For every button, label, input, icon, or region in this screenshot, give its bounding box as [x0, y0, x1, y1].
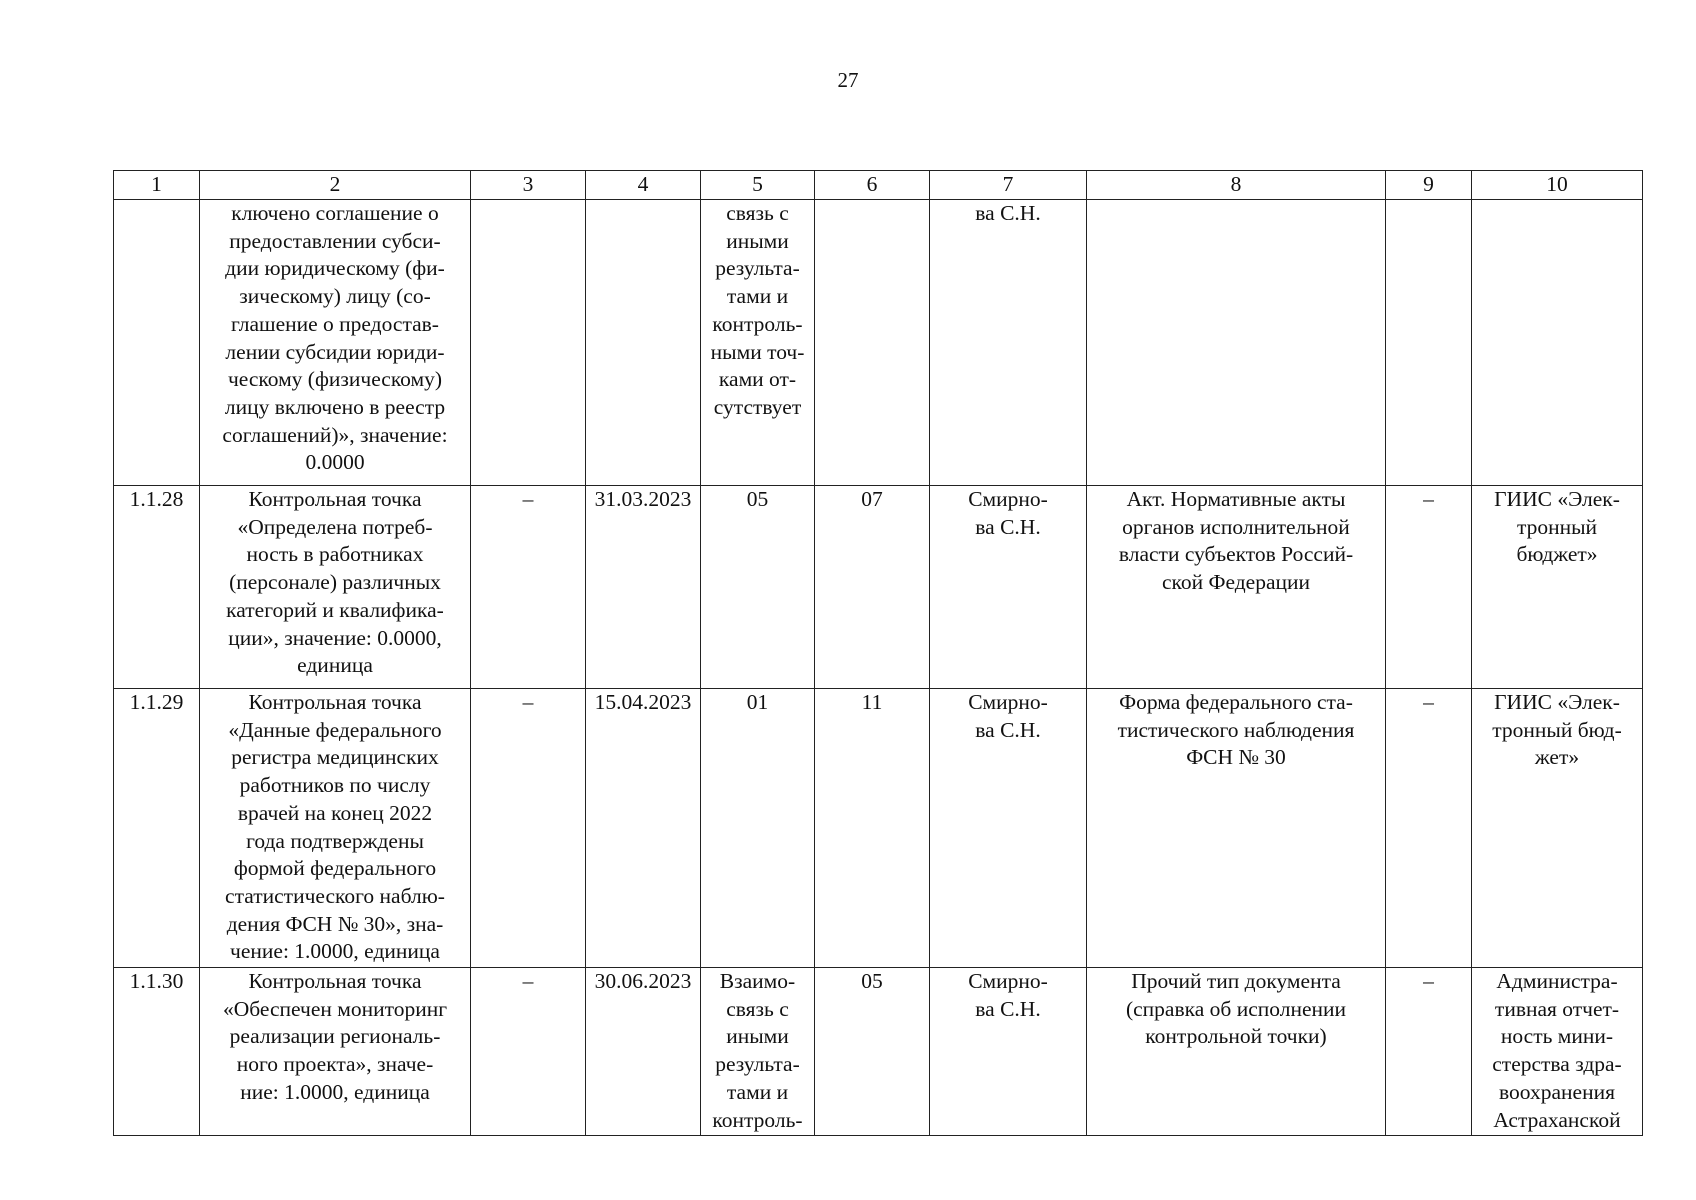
column-number-row	[114, 171, 1643, 200]
control-points-table	[113, 170, 1643, 1136]
table-cell: –	[1386, 486, 1472, 689]
description-cell: Контрольная точка «Данные федерального регистра медицинских работников по числу врачей на конец 2022 года подтверждены формой федерального статистического наблю- дения ФСН № 30», зна- чение: 1.0000, единица	[200, 689, 471, 968]
date-cell: 30.06.2023	[586, 968, 701, 1136]
table-cell: –	[1386, 968, 1472, 1136]
table-cell: –	[471, 968, 586, 1136]
table-cell: –	[471, 689, 586, 968]
column-header: 8	[1087, 171, 1386, 200]
info-system-cell	[1472, 200, 1643, 486]
column-header: 9	[1386, 171, 1472, 200]
row-number-cell	[114, 200, 200, 486]
table-cell: –	[1386, 689, 1472, 968]
table-row	[114, 968, 1643, 1136]
info-system-cell: ГИИС «Элек- тронный бюд- жет»	[1472, 689, 1643, 968]
document-type-cell	[1087, 200, 1386, 486]
description-cell: Контрольная точка «Обеспечен мониторинг реализации региональ- ного проекта», значе- ние: 1.0000, единица	[200, 968, 471, 1136]
table-cell: 01	[701, 689, 815, 968]
table-cell: 07	[815, 486, 930, 689]
column-header: 10	[1472, 171, 1643, 200]
column-header: 4	[586, 171, 701, 200]
column-header: 6	[815, 171, 930, 200]
table-cell: 05	[701, 486, 815, 689]
date-cell: 15.04.2023	[586, 689, 701, 968]
column-header: 1	[114, 171, 200, 200]
description-cell: Контрольная точка «Определена потреб- ность в работниках (персонале) различных категорий и квалифика- ции», значение: 0.0000, единица	[200, 486, 471, 689]
responsible-cell: Смирно- ва С.Н.	[930, 968, 1087, 1136]
table-cell: Взаимо- связь с иными результа- тами и контроль-	[701, 968, 815, 1136]
document-type-cell: Форма федерального ста- тистического наблюдения ФСН № 30	[1087, 689, 1386, 968]
table-cell: 05	[815, 968, 930, 1136]
column-header: 3	[471, 171, 586, 200]
page-number: 27	[837, 68, 859, 92]
row-number-cell: 1.1.30	[114, 968, 200, 1136]
column-header: 5	[701, 171, 815, 200]
table-cell	[1386, 200, 1472, 486]
info-system-cell: ГИИС «Элек- тронный бюджет»	[1472, 486, 1643, 689]
table-cell	[471, 200, 586, 486]
document-type-cell: Прочий тип документа (справка об исполнении контрольной точки)	[1087, 968, 1386, 1136]
table-row	[114, 689, 1643, 968]
table-cell: связь с иными результа- тами и контроль- ными точ- ками от- сутствует	[701, 200, 815, 486]
date-cell: 31.03.2023	[586, 486, 701, 689]
table-cell: 11	[815, 689, 930, 968]
table-cell	[815, 200, 930, 486]
document-type-cell: Акт. Нормативные акты органов исполнительной власти субъектов Россий- ской Федерации	[1087, 486, 1386, 689]
column-header: 7	[930, 171, 1087, 200]
table-row	[114, 486, 1643, 689]
table-row	[114, 200, 1643, 486]
description-cell: ключено соглашение о предоставлении субси- дии юридическому (фи- зическому) лицу (со- глашение о предостав- лении субсидии юриди- ческому (физическому) лицу включено в реестр соглашений)», значение: 0.0000	[200, 200, 471, 486]
table-cell: –	[471, 486, 586, 689]
responsible-cell: ва С.Н.	[930, 200, 1087, 486]
column-header: 2	[200, 171, 471, 200]
responsible-cell: Смирно- ва С.Н.	[930, 486, 1087, 689]
info-system-cell: Администра- тивная отчет- ность мини- стерства здра- воохранения Астраханской	[1472, 968, 1643, 1136]
row-number-cell: 1.1.29	[114, 689, 200, 968]
date-cell	[586, 200, 701, 486]
responsible-cell: Смирно- ва С.Н.	[930, 689, 1087, 968]
row-number-cell: 1.1.28	[114, 486, 200, 689]
